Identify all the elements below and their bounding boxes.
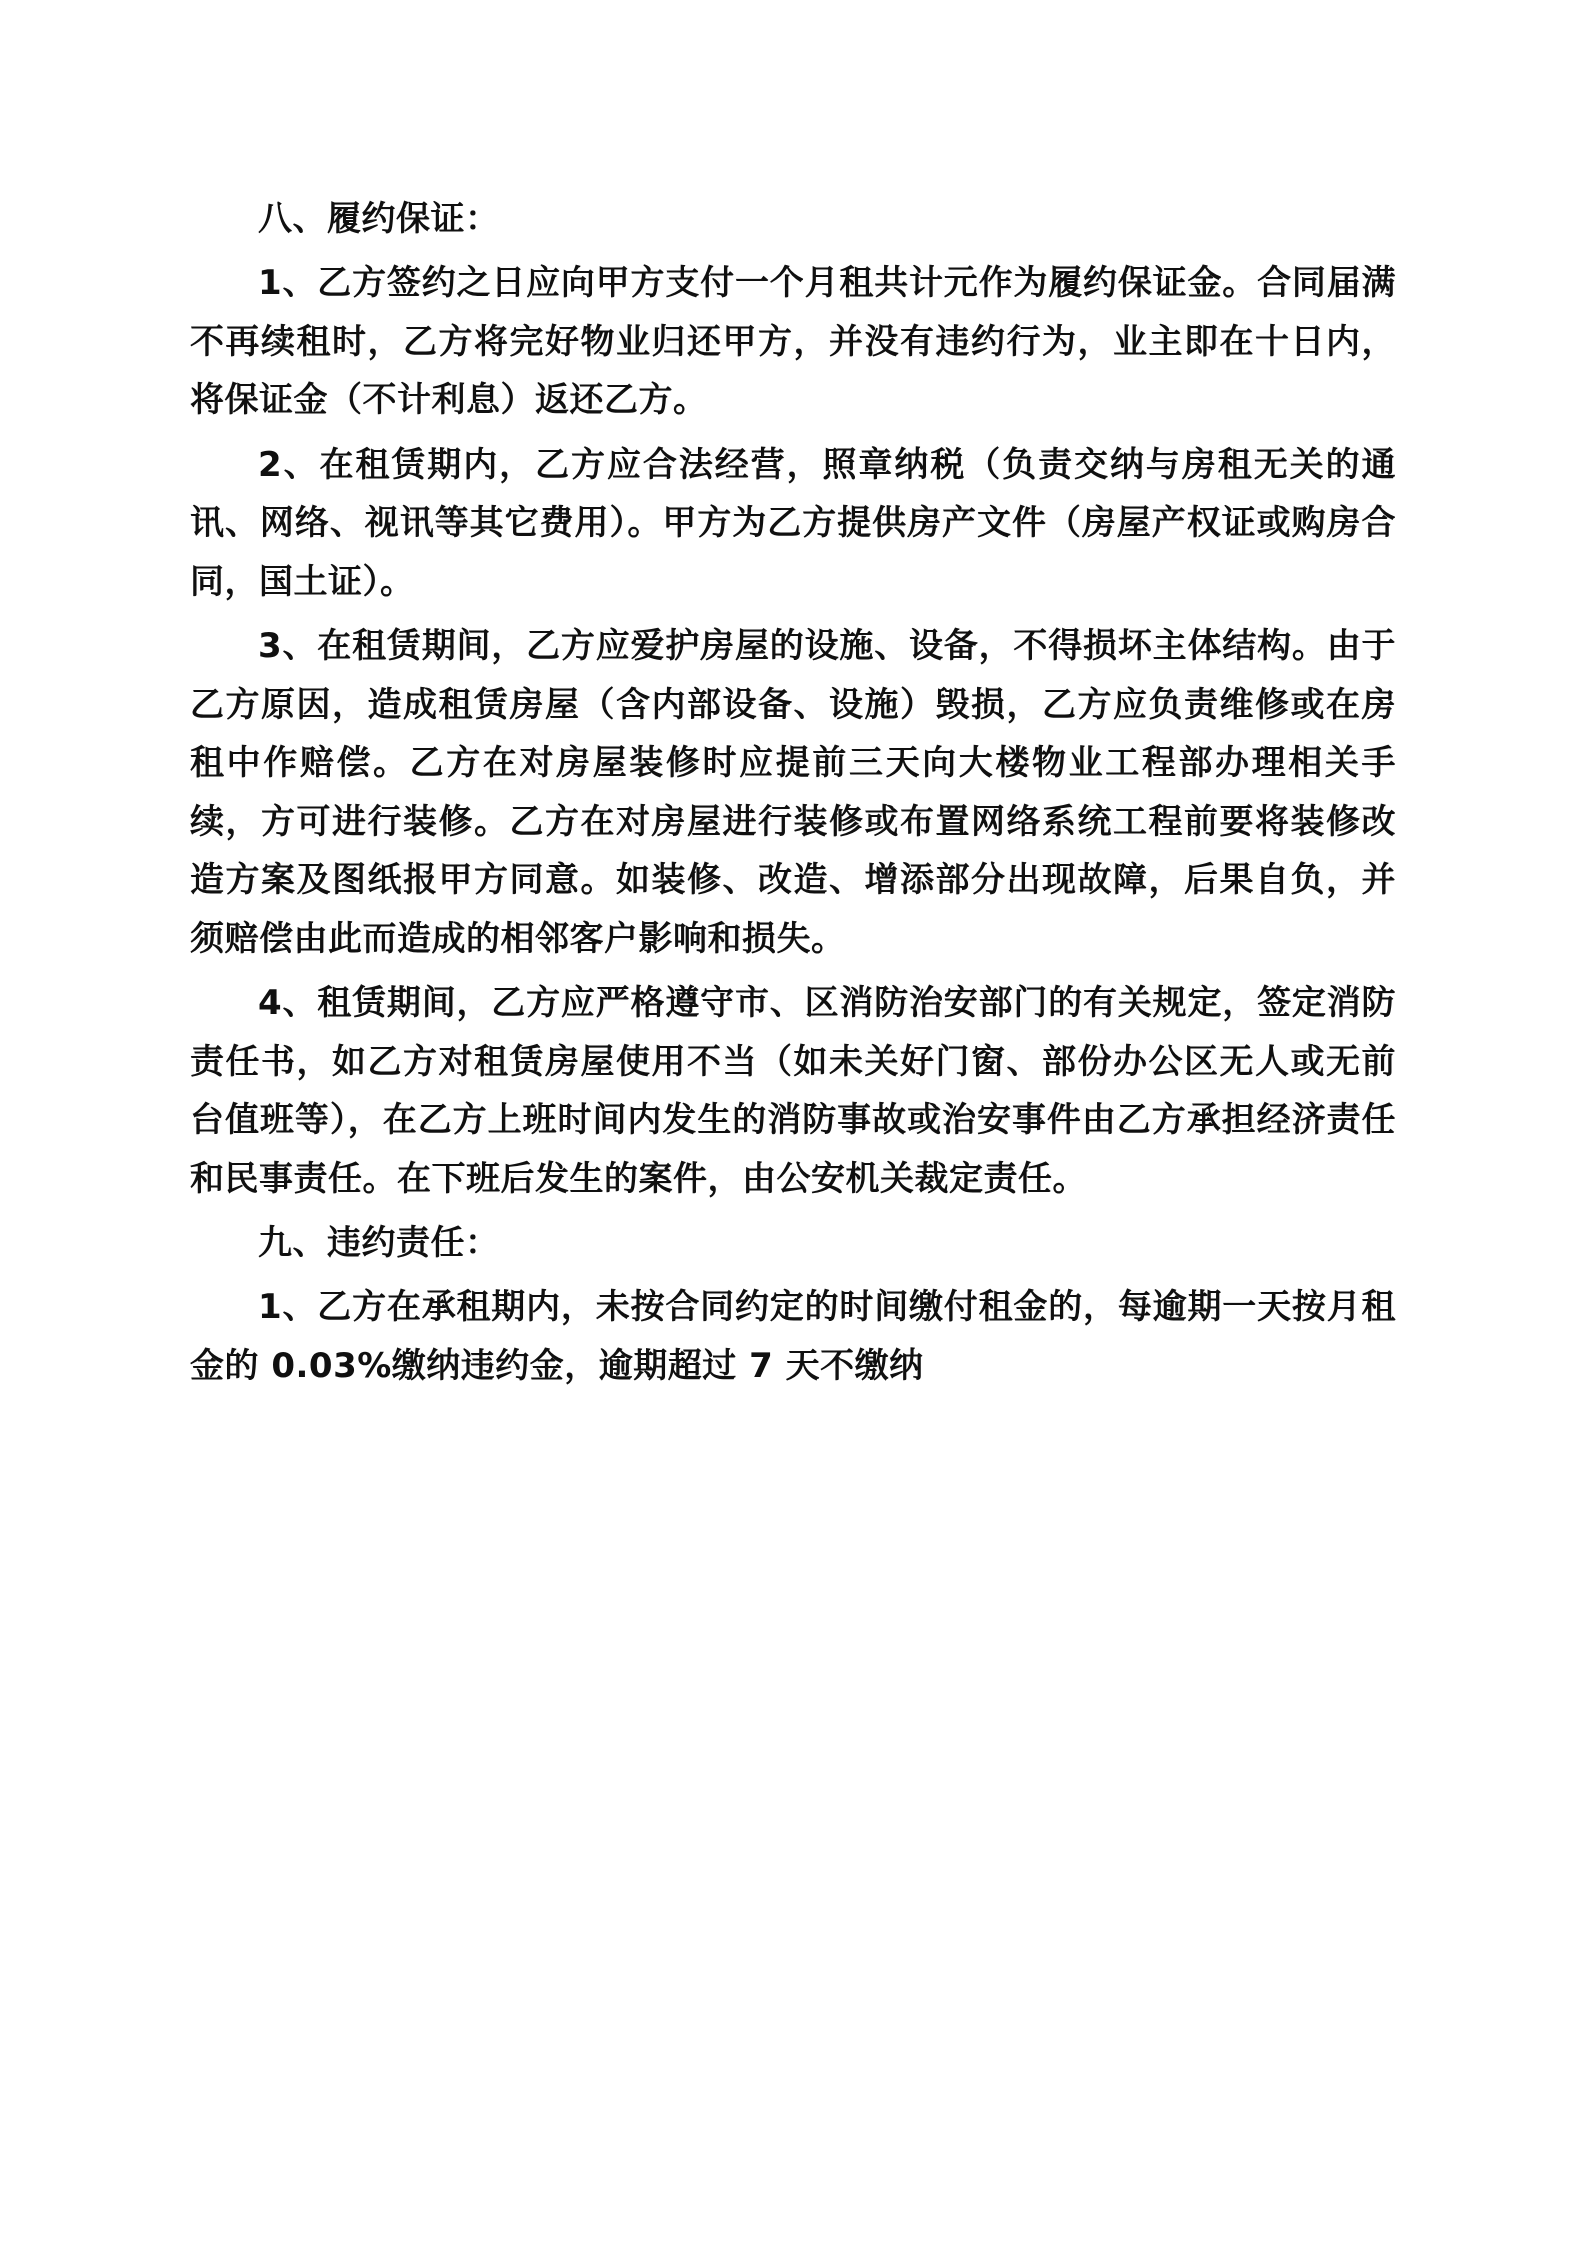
section-8-item-2: 2、在租赁期内，乙方应合法经营，照章纳税（负责交纳与房租无关的通讯、网络、视讯等其它费用）。甲方为乙方提供房产文件（房屋产权证或购房合同，国土证）。 — [190, 444, 1396, 602]
section-heading-8: 八、履约保证： — [258, 199, 500, 239]
section-8-item-4: 4、租赁期间，乙方应严格遵守市、区消防治安部门的有关规定，签定消防责任书，如乙方对租赁房屋使用不当（如未关好门窗、部份办公区无人或无前台值班等），在乙方上班时间内发生的消防事故或治安事件由乙方承担经济责任和民事责任。在下班后发生的案件，由公安机关裁定责任。 — [190, 983, 1396, 1199]
section-8-item-3: 3、在租赁期间，乙方应爱护房屋的设施、设备，不得损坏主体结构。由于乙方原因，造成租赁房屋（含内部设备、设施）毁损，乙方应负责维修或在房租中作赔偿。乙方在对房屋装修时应提前三天向大楼物业工程部办理相关手续，方可进行装修。乙方在对房屋进行装修或布置网络系统工程前要将装修改造方案及图纸报甲方同意。如装修、改造、增添部分出现故障，后果自负，并须赔偿由此而造成的相邻客户影响和损失。 — [190, 626, 1396, 959]
document-body — [190, 190, 1396, 1395]
section-9-item-1: 1、乙方在承租期内，未按合同约定的时间缴付租金的，每逾期一天按月租金的 0.03%缴纳违约金，逾期超过 7 天不缴纳 — [190, 1287, 1396, 1386]
section-8-item-1: 1、乙方签约之日应向甲方支付一个月租共计元作为履约保证金。合同届满不再续租时，乙方将完好物业归还甲方，并没有违约行为，业主即在十日内，将保证金（不计利息）返还乙方。 — [190, 263, 1396, 421]
section-heading-9: 九、违约责任： — [258, 1222, 500, 1263]
